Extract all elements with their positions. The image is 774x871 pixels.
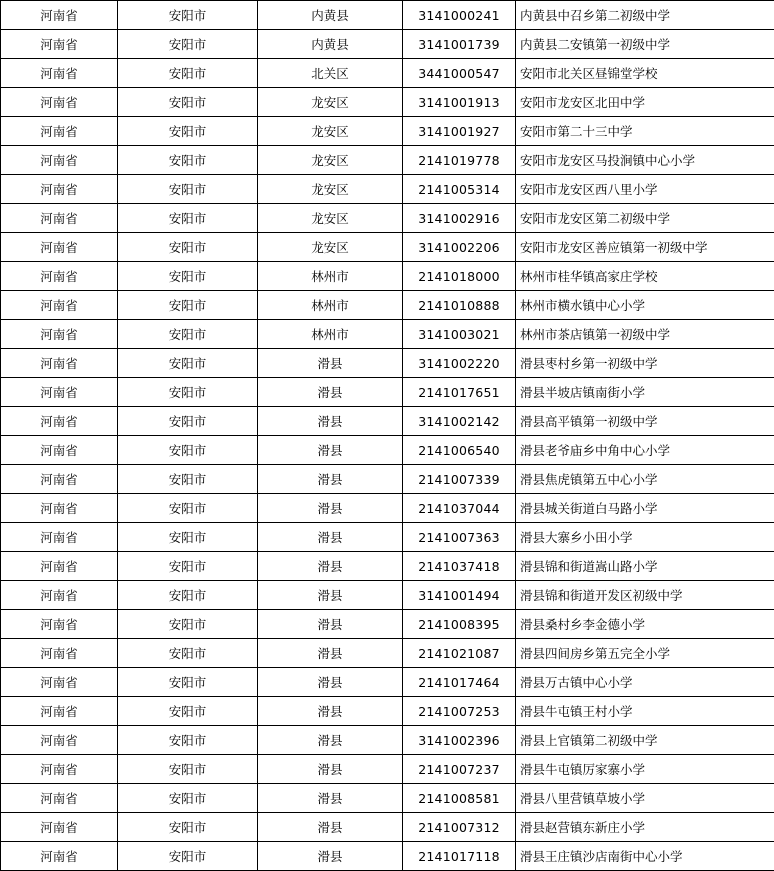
- cell-school-code: 2141017464: [403, 668, 516, 697]
- cell-county: 滑县: [258, 552, 403, 581]
- cell-county: 滑县: [258, 494, 403, 523]
- table-row: [1, 262, 774, 291]
- cell-school-code: 2141005314: [403, 175, 516, 204]
- cell-county: 林州市: [258, 320, 403, 349]
- table-row: [1, 494, 774, 523]
- table-row: [1, 726, 774, 755]
- cell-city: 安阳市: [118, 610, 258, 639]
- cell-county: 滑县: [258, 842, 403, 871]
- cell-province: 河南省: [1, 842, 118, 871]
- table-row: [1, 291, 774, 320]
- cell-province: 河南省: [1, 233, 118, 262]
- cell-province: 河南省: [1, 697, 118, 726]
- cell-county: 滑县: [258, 610, 403, 639]
- cell-school-code: 2141006540: [403, 436, 516, 465]
- table-row: [1, 320, 774, 349]
- cell-county: 滑县: [258, 465, 403, 494]
- table-row: [1, 639, 774, 668]
- cell-county: 龙安区: [258, 204, 403, 233]
- cell-school-name: 安阳市龙安区第二初级中学: [516, 204, 774, 233]
- cell-province: 河南省: [1, 30, 118, 59]
- cell-school-code: 3141001927: [403, 117, 516, 146]
- cell-school-code: 2141007363: [403, 523, 516, 552]
- table-row: [1, 436, 774, 465]
- cell-city: 安阳市: [118, 813, 258, 842]
- cell-province: 河南省: [1, 813, 118, 842]
- cell-school-name: 滑县王庄镇沙店南街中心小学: [516, 842, 774, 871]
- cell-school-name: 林州市桂华镇高家庄学校: [516, 262, 774, 291]
- cell-school-name: 滑县八里营镇草坡小学: [516, 784, 774, 813]
- cell-province: 河南省: [1, 146, 118, 175]
- cell-county: 龙安区: [258, 175, 403, 204]
- cell-county: 滑县: [258, 813, 403, 842]
- table-row: [1, 349, 774, 378]
- cell-province: 河南省: [1, 668, 118, 697]
- cell-school-name: 滑县赵营镇东新庄小学: [516, 813, 774, 842]
- cell-city: 安阳市: [118, 233, 258, 262]
- cell-school-name: 林州市横水镇中心小学: [516, 291, 774, 320]
- cell-school-name: 滑县万古镇中心小学: [516, 668, 774, 697]
- cell-city: 安阳市: [118, 639, 258, 668]
- cell-school-name: 滑县焦虎镇第五中心小学: [516, 465, 774, 494]
- cell-school-code: 3141002396: [403, 726, 516, 755]
- table-row: [1, 668, 774, 697]
- cell-city: 安阳市: [118, 88, 258, 117]
- cell-city: 安阳市: [118, 581, 258, 610]
- table-row: [1, 233, 774, 262]
- cell-province: 河南省: [1, 204, 118, 233]
- cell-province: 河南省: [1, 88, 118, 117]
- cell-county: 龙安区: [258, 233, 403, 262]
- cell-city: 安阳市: [118, 407, 258, 436]
- cell-province: 河南省: [1, 349, 118, 378]
- table-row: [1, 117, 774, 146]
- cell-school-name: 滑县城关街道白马路小学: [516, 494, 774, 523]
- cell-city: 安阳市: [118, 755, 258, 784]
- cell-school-name: 滑县枣村乡第一初级中学: [516, 349, 774, 378]
- cell-county: 龙安区: [258, 146, 403, 175]
- table-row: [1, 813, 774, 842]
- table-row: [1, 146, 774, 175]
- cell-county: 滑县: [258, 784, 403, 813]
- table-row: [1, 552, 774, 581]
- cell-school-code: 2141021087: [403, 639, 516, 668]
- cell-county: 滑县: [258, 581, 403, 610]
- cell-city: 安阳市: [118, 668, 258, 697]
- cell-school-code: 3141001913: [403, 88, 516, 117]
- cell-city: 安阳市: [118, 784, 258, 813]
- cell-county: 北关区: [258, 59, 403, 88]
- cell-province: 河南省: [1, 436, 118, 465]
- table-row: [1, 842, 774, 871]
- cell-school-code: 2141007237: [403, 755, 516, 784]
- cell-school-name: 滑县牛屯镇王村小学: [516, 697, 774, 726]
- cell-school-name: 滑县大寨乡小田小学: [516, 523, 774, 552]
- cell-province: 河南省: [1, 175, 118, 204]
- cell-city: 安阳市: [118, 59, 258, 88]
- cell-city: 安阳市: [118, 320, 258, 349]
- cell-province: 河南省: [1, 755, 118, 784]
- cell-county: 滑县: [258, 726, 403, 755]
- cell-school-code: 3141003021: [403, 320, 516, 349]
- cell-school-name: 滑县半坡店镇南街小学: [516, 378, 774, 407]
- table-row: [1, 88, 774, 117]
- cell-county: 龙安区: [258, 117, 403, 146]
- cell-city: 安阳市: [118, 436, 258, 465]
- cell-province: 河南省: [1, 610, 118, 639]
- cell-county: 滑县: [258, 668, 403, 697]
- cell-county: 林州市: [258, 291, 403, 320]
- table-row: [1, 465, 774, 494]
- table-body: [1, 1, 774, 871]
- cell-school-name: 滑县锦和街道嵩山路小学: [516, 552, 774, 581]
- cell-province: 河南省: [1, 639, 118, 668]
- cell-school-code: 2141008581: [403, 784, 516, 813]
- cell-province: 河南省: [1, 378, 118, 407]
- cell-city: 安阳市: [118, 204, 258, 233]
- table-row: [1, 30, 774, 59]
- cell-county: 滑县: [258, 697, 403, 726]
- cell-city: 安阳市: [118, 146, 258, 175]
- cell-county: 滑县: [258, 407, 403, 436]
- cell-county: 龙安区: [258, 88, 403, 117]
- cell-county: 滑县: [258, 755, 403, 784]
- table-row: [1, 784, 774, 813]
- cell-province: 河南省: [1, 59, 118, 88]
- cell-county: 滑县: [258, 349, 403, 378]
- table-row: [1, 523, 774, 552]
- cell-city: 安阳市: [118, 494, 258, 523]
- cell-province: 河南省: [1, 407, 118, 436]
- cell-school-code: 2141017651: [403, 378, 516, 407]
- cell-city: 安阳市: [118, 726, 258, 755]
- cell-province: 河南省: [1, 726, 118, 755]
- cell-school-name: 滑县牛屯镇厉家寨小学: [516, 755, 774, 784]
- cell-school-name: 安阳市龙安区善应镇第一初级中学: [516, 233, 774, 262]
- cell-province: 河南省: [1, 291, 118, 320]
- cell-county: 滑县: [258, 436, 403, 465]
- table-row: [1, 378, 774, 407]
- cell-school-code: 2141007253: [403, 697, 516, 726]
- cell-school-name: 滑县桑村乡李金德小学: [516, 610, 774, 639]
- cell-school-name: 滑县锦和街道开发区初级中学: [516, 581, 774, 610]
- table-row: [1, 59, 774, 88]
- table-row: [1, 204, 774, 233]
- cell-school-code: 3141002220: [403, 349, 516, 378]
- cell-city: 安阳市: [118, 378, 258, 407]
- cell-school-name: 安阳市北关区昼锦堂学校: [516, 59, 774, 88]
- cell-school-name: 滑县上官镇第二初级中学: [516, 726, 774, 755]
- cell-school-code: 3141001494: [403, 581, 516, 610]
- table-row: [1, 697, 774, 726]
- cell-school-code: 2141007339: [403, 465, 516, 494]
- cell-school-code: 2141037418: [403, 552, 516, 581]
- cell-school-name: 安阳市龙安区北田中学: [516, 88, 774, 117]
- table-row: [1, 581, 774, 610]
- table-row: [1, 610, 774, 639]
- cell-province: 河南省: [1, 117, 118, 146]
- cell-school-name: 安阳市龙安区西八里小学: [516, 175, 774, 204]
- cell-county: 滑县: [258, 523, 403, 552]
- cell-school-code: 3141002142: [403, 407, 516, 436]
- cell-city: 安阳市: [118, 1, 258, 30]
- cell-city: 安阳市: [118, 552, 258, 581]
- cell-school-code: 3141000241: [403, 1, 516, 30]
- cell-school-name: 内黄县中召乡第二初级中学: [516, 1, 774, 30]
- cell-school-name: 林州市茶店镇第一初级中学: [516, 320, 774, 349]
- cell-city: 安阳市: [118, 697, 258, 726]
- cell-school-name: 内黄县二安镇第一初级中学: [516, 30, 774, 59]
- cell-province: 河南省: [1, 262, 118, 291]
- cell-city: 安阳市: [118, 30, 258, 59]
- cell-school-code: 3141001739: [403, 30, 516, 59]
- cell-province: 河南省: [1, 552, 118, 581]
- table-row: [1, 407, 774, 436]
- table-row: [1, 755, 774, 784]
- cell-province: 河南省: [1, 523, 118, 552]
- cell-county: 内黄县: [258, 30, 403, 59]
- cell-province: 河南省: [1, 320, 118, 349]
- cell-city: 安阳市: [118, 117, 258, 146]
- cell-school-name: 安阳市第二十三中学: [516, 117, 774, 146]
- cell-city: 安阳市: [118, 175, 258, 204]
- cell-city: 安阳市: [118, 291, 258, 320]
- cell-school-name: 滑县老爷庙乡中角中心小学: [516, 436, 774, 465]
- cell-school-code: 2141017118: [403, 842, 516, 871]
- cell-school-name: 安阳市龙安区马投涧镇中心小学: [516, 146, 774, 175]
- cell-province: 河南省: [1, 581, 118, 610]
- cell-school-code: 2141008395: [403, 610, 516, 639]
- cell-school-code: 2141010888: [403, 291, 516, 320]
- cell-city: 安阳市: [118, 465, 258, 494]
- cell-city: 安阳市: [118, 349, 258, 378]
- cell-county: 内黄县: [258, 1, 403, 30]
- cell-school-name: 滑县高平镇第一初级中学: [516, 407, 774, 436]
- cell-school-code: 2141019778: [403, 146, 516, 175]
- cell-province: 河南省: [1, 1, 118, 30]
- table-row: [1, 175, 774, 204]
- table-row: [1, 1, 774, 30]
- cell-county: 滑县: [258, 378, 403, 407]
- cell-city: 安阳市: [118, 262, 258, 291]
- cell-city: 安阳市: [118, 523, 258, 552]
- cell-school-code: 2141007312: [403, 813, 516, 842]
- cell-school-name: 滑县四间房乡第五完全小学: [516, 639, 774, 668]
- cell-school-code: 3441000547: [403, 59, 516, 88]
- cell-school-code: 3141002916: [403, 204, 516, 233]
- cell-province: 河南省: [1, 494, 118, 523]
- cell-county: 林州市: [258, 262, 403, 291]
- cell-province: 河南省: [1, 465, 118, 494]
- cell-province: 河南省: [1, 784, 118, 813]
- cell-school-code: 3141002206: [403, 233, 516, 262]
- cell-school-code: 2141018000: [403, 262, 516, 291]
- cell-school-code: 2141037044: [403, 494, 516, 523]
- cell-city: 安阳市: [118, 842, 258, 871]
- cell-county: 滑县: [258, 639, 403, 668]
